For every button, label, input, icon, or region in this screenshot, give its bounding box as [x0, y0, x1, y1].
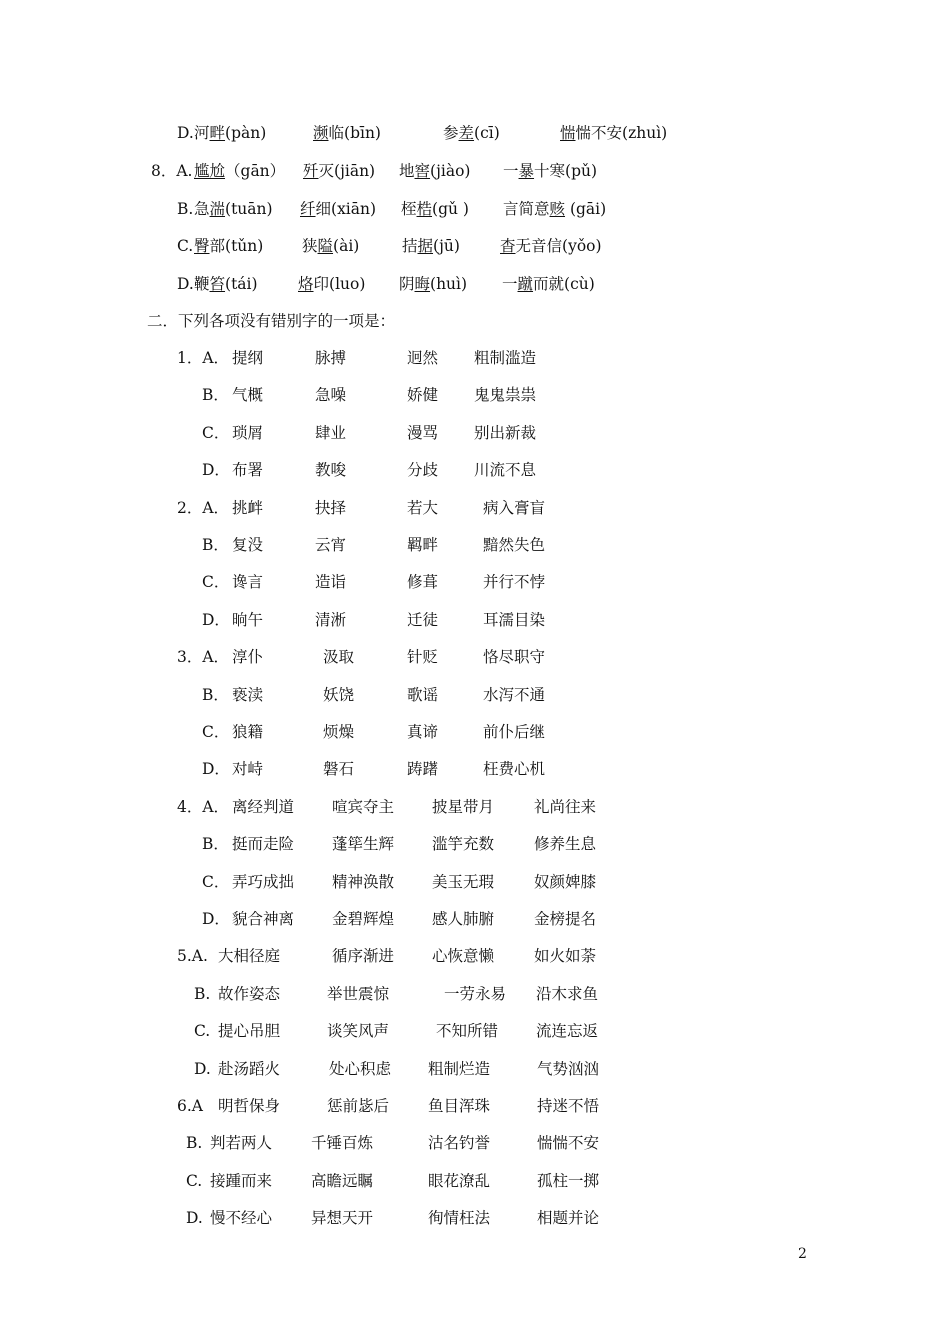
pinyin-item: 言简意赅 (gāi) — [503, 200, 607, 218]
word-item: 教唆 — [315, 461, 347, 479]
pinyin-item: 杳无音信(yǒo) — [500, 237, 602, 255]
word-item: 弄巧成拙 — [232, 873, 295, 891]
pinyin-item: 河畔(pàn) — [194, 124, 267, 142]
pinyin-item: 濒临(bīn) — [313, 124, 381, 142]
underlined-char: 臀 — [194, 237, 210, 255]
pinyin-item: 桎梏(gǔ ) — [401, 200, 469, 218]
row-label: D． — [202, 611, 230, 629]
underlined-char: 差 — [458, 124, 475, 142]
word-item: 谗言 — [232, 573, 264, 591]
page-number: 2 — [798, 1246, 807, 1262]
word-item: 谈笑风声 — [327, 1022, 390, 1040]
underlined-char: 赅 — [549, 200, 566, 218]
word-item: 沿木求鱼 — [536, 985, 599, 1003]
word-item: 高瞻远瞩 — [311, 1172, 374, 1190]
row-label: C． — [202, 424, 230, 442]
word-item: 漫骂 — [407, 424, 439, 442]
underlined-char: 烙 — [298, 275, 314, 293]
word-item: 水泻不通 — [483, 686, 546, 704]
word-item: 川流不息 — [474, 461, 537, 479]
word-item: 别出新裁 — [474, 424, 537, 442]
row-label: B． — [202, 536, 229, 554]
underlined-char: 畔 — [209, 124, 226, 142]
underlined-char: 尴尬 — [194, 162, 226, 180]
underlined-char: 蹴 — [517, 275, 534, 293]
underlined-char: 隘 — [317, 237, 334, 255]
row-label: 5.A. — [177, 947, 208, 965]
word-item: 晌午 — [232, 611, 264, 629]
underlined-char: 笞 — [209, 275, 226, 293]
word-item: 心恢意懒 — [432, 947, 495, 965]
underlined-char: 窖 — [414, 162, 431, 180]
row-label: B． — [202, 386, 229, 404]
underlined-char: 据 — [417, 237, 434, 255]
row-label: D. — [177, 124, 194, 142]
word-item: 琐屑 — [232, 424, 264, 442]
word-item: 孤柱一掷 — [537, 1172, 600, 1190]
word-item: 流连忘返 — [536, 1022, 599, 1040]
word-item: 披星带月 — [432, 798, 495, 816]
word-item: 修养生息 — [534, 835, 597, 853]
word-item: 惩前毖后 — [327, 1097, 390, 1115]
word-item: 粗制滥造 — [474, 349, 537, 367]
word-item: 相题并论 — [537, 1209, 600, 1227]
row-label: B. — [186, 1134, 203, 1152]
row-label: 3．A． — [177, 648, 230, 666]
word-item: 针贬 — [407, 648, 439, 666]
word-item: 迁徒 — [407, 611, 439, 629]
pinyin-item: 地窖(jiào) — [399, 162, 471, 180]
word-item: 造诣 — [315, 573, 347, 591]
row-label: B． — [202, 686, 229, 704]
pinyin-item: 臀部(tǔn) — [194, 237, 264, 255]
word-item: 提心吊胆 — [218, 1022, 281, 1040]
word-item: 不知所错 — [436, 1022, 499, 1040]
word-item: 对峙 — [232, 760, 264, 778]
word-item: 异想天开 — [311, 1209, 374, 1227]
word-item: 滥竽充数 — [432, 835, 495, 853]
word-item: 慢不经心 — [210, 1209, 273, 1227]
word-item: 枉费心机 — [483, 760, 546, 778]
word-item: 赴汤蹈火 — [218, 1060, 281, 1078]
word-item: 接踵而来 — [210, 1172, 273, 1190]
word-item: 大相径庭 — [218, 947, 281, 965]
word-item: 脉搏 — [315, 349, 347, 367]
word-item: 如火如荼 — [534, 947, 597, 965]
word-item: 处心积虑 — [329, 1060, 392, 1078]
word-item: 抉择 — [315, 499, 347, 517]
word-item: 貌合神离 — [232, 910, 295, 928]
word-item: 清淅 — [315, 611, 347, 629]
underlined-char: 杳 — [500, 237, 516, 255]
word-item: 美玉无瑕 — [432, 873, 495, 891]
word-item: 迥然 — [407, 349, 439, 367]
row-label: C. — [186, 1172, 203, 1190]
word-item: 病入膏盲 — [483, 499, 546, 517]
row-label: C． — [202, 573, 230, 591]
word-item: 磐石 — [323, 760, 355, 778]
row-label: 6.A — [177, 1097, 203, 1115]
word-item: 恪尽职守 — [483, 648, 546, 666]
word-item: 金碧辉煌 — [332, 910, 395, 928]
word-item: 复没 — [232, 536, 264, 554]
word-item: 提纲 — [232, 349, 264, 367]
pinyin-item: 阴晦(huì) — [399, 275, 468, 293]
word-item: 感人肺腑 — [432, 910, 495, 928]
row-label: D. — [194, 1060, 211, 1078]
word-item: 判若两人 — [210, 1134, 273, 1152]
row-label: C. — [194, 1022, 211, 1040]
word-item: 踌躇 — [407, 760, 439, 778]
word-item: 一劳永易 — [444, 985, 507, 1003]
word-item: 若大 — [407, 499, 439, 517]
pinyin-item: 参差(cī) — [443, 124, 500, 142]
word-item: 并行不悖 — [483, 573, 546, 591]
row-label: 4．A． — [177, 798, 230, 816]
row-label: D. — [186, 1209, 203, 1227]
word-item: 蓬筚生辉 — [332, 835, 395, 853]
word-item: 粗制烂造 — [428, 1060, 491, 1078]
word-item: 前仆后继 — [483, 723, 546, 741]
word-item: 急噪 — [315, 386, 347, 404]
word-item: 精神涣散 — [332, 873, 395, 891]
pinyin-item: 烙印(luo) — [298, 275, 366, 293]
word-item: 妖饶 — [323, 686, 355, 704]
word-item: 淳仆 — [232, 648, 264, 666]
underlined-char: 晦 — [414, 275, 431, 293]
word-item: 气势汹汹 — [537, 1060, 600, 1078]
word-item: 娇健 — [407, 386, 439, 404]
row-label: C． — [202, 873, 230, 891]
row-label: D. — [177, 275, 194, 293]
word-item: 千锤百炼 — [311, 1134, 374, 1152]
word-item: 离经判道 — [232, 798, 295, 816]
word-item: 耳濡目染 — [483, 611, 546, 629]
word-item: 羁畔 — [407, 536, 439, 554]
row-label: C． — [202, 723, 230, 741]
word-item: 徇情枉法 — [428, 1209, 491, 1227]
word-item: 金榜提名 — [534, 910, 597, 928]
word-item: 挺而走险 — [232, 835, 295, 853]
word-item: 汲取 — [323, 648, 355, 666]
word-item: 烦燥 — [323, 723, 355, 741]
word-item: 气概 — [232, 386, 264, 404]
section-2-title: 二．下列各项没有错别字的一项是： — [147, 312, 396, 330]
row-label: 8．A. — [151, 162, 193, 180]
row-label: B． — [202, 835, 229, 853]
pinyin-item: 惴惴不安(zhuì) — [560, 124, 668, 142]
word-item: 亵渎 — [232, 686, 264, 704]
word-item: 修葺 — [407, 573, 439, 591]
underlined-char: 歼 — [303, 162, 319, 180]
word-item: 肆业 — [315, 424, 347, 442]
word-item: 鱼目浑珠 — [428, 1097, 491, 1115]
row-label: D． — [202, 910, 230, 928]
word-item: 奴颜婢膝 — [534, 873, 597, 891]
row-label: D． — [202, 461, 230, 479]
word-item: 沽名钓誉 — [428, 1134, 491, 1152]
word-item: 鬼鬼祟祟 — [474, 386, 537, 404]
pinyin-item: 一蹴而就(cù) — [502, 275, 595, 293]
word-item: 真谛 — [407, 723, 439, 741]
pinyin-item: 一暴十寒(pǔ) — [503, 162, 598, 180]
underlined-char: 暴 — [518, 162, 535, 180]
row-label: D． — [202, 760, 230, 778]
word-item: 故作姿态 — [218, 985, 281, 1003]
pinyin-item: 拮据(jū) — [402, 237, 460, 255]
row-label: C. — [177, 237, 194, 255]
word-item: 喧宾夺主 — [332, 798, 395, 816]
row-label: B. — [194, 985, 211, 1003]
pinyin-item: 尴尬（gān） — [194, 162, 286, 180]
pinyin-item: 鞭笞(tái) — [194, 275, 258, 293]
word-item: 分歧 — [407, 461, 439, 479]
row-label: 1．A． — [177, 349, 230, 367]
word-item: 明哲保身 — [218, 1097, 281, 1115]
word-item: 狼籍 — [232, 723, 264, 741]
underlined-char: 濒 — [313, 124, 329, 142]
word-item: 惴惴不安 — [537, 1134, 600, 1152]
word-item: 歌谣 — [407, 686, 439, 704]
word-item: 云宵 — [315, 536, 347, 554]
row-label: B. — [177, 200, 194, 218]
pinyin-item: 狭隘(ài) — [302, 237, 360, 255]
underlined-char: 湍 — [209, 200, 226, 218]
row-label: 2．A． — [177, 499, 230, 517]
word-item: 持迷不悟 — [537, 1097, 600, 1115]
word-item: 挑衅 — [232, 499, 264, 517]
pinyin-item: 歼灭(jiān) — [303, 162, 376, 180]
pinyin-item: 纤细(xiān) — [300, 200, 377, 218]
word-item: 举世震惊 — [327, 985, 390, 1003]
word-item: 眼花潦乱 — [428, 1172, 491, 1190]
word-item: 循序渐进 — [332, 947, 395, 965]
underlined-char: 惴 — [560, 124, 576, 142]
word-item: 布署 — [232, 461, 264, 479]
pinyin-item: 急湍(tuān) — [194, 200, 273, 218]
underlined-char: 梏 — [416, 200, 433, 218]
underlined-char: 纤 — [300, 200, 316, 218]
word-item: 礼尚往来 — [534, 798, 597, 816]
word-item: 黯然失色 — [483, 536, 546, 554]
